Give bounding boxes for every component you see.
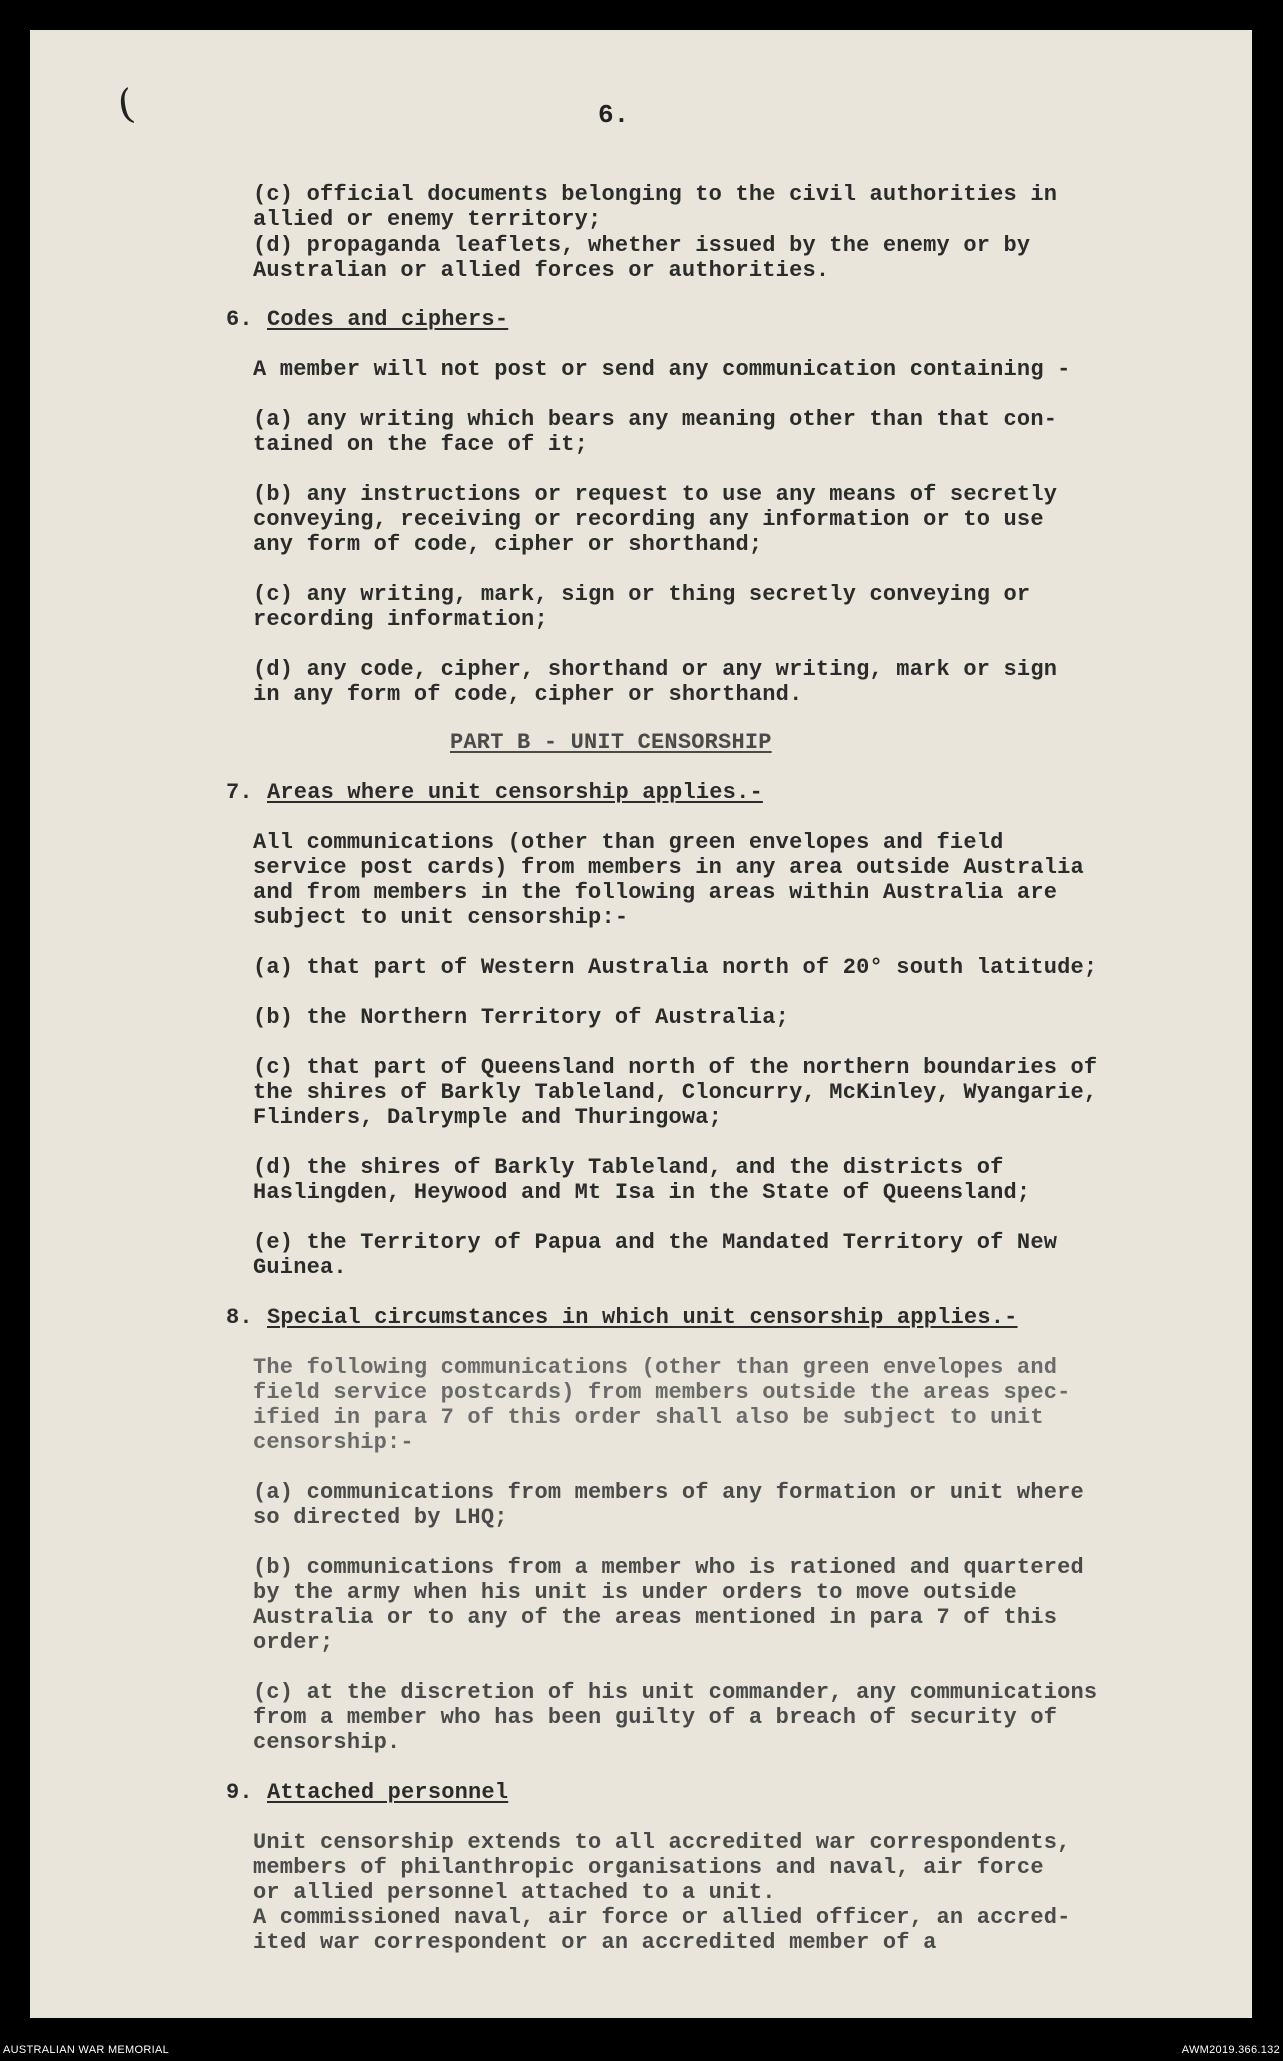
sec6-a-line1: (a) any writing which bears any meaning other than that con- bbox=[253, 407, 1058, 432]
sec8-a-line1: (a) communications from members of any formation or unit where bbox=[253, 1480, 1084, 1505]
sec6-intro: A member will not post or send any communication containing - bbox=[253, 357, 1071, 382]
sec8-b-line4: order; bbox=[253, 1630, 334, 1655]
sec8-b-line3: Australia or to any of the areas mentioned in para 7 of this bbox=[253, 1605, 1058, 1630]
sec7-e-line1: (e) the Territory of Papua and the Mandated Territory of New bbox=[253, 1230, 1058, 1255]
sec8-b-line2: by the army when his unit is under orders to move outside bbox=[253, 1580, 1017, 1605]
sec9-body-line3: or allied personnel attached to a unit. bbox=[253, 1880, 776, 1905]
sec6-a-line2: tained on the face of it; bbox=[253, 432, 589, 457]
part-heading: PART B - UNIT CENSORSHIP bbox=[450, 730, 772, 755]
sec7-heading: Areas where unit censorship applies.- bbox=[267, 780, 763, 805]
sec8-c-line3: censorship. bbox=[253, 1730, 401, 1755]
sec8-intro-line1: The following communications (other than green envelopes and bbox=[253, 1355, 1058, 1380]
margin-mark: ( bbox=[114, 80, 138, 130]
sec7-e-line2: Guinea. bbox=[253, 1255, 347, 1280]
sec9-body-line4: A commissioned naval, air force or allied officer, an accred- bbox=[253, 1905, 1071, 1930]
sec8-heading: Special circumstances in which unit censorship applies.- bbox=[267, 1305, 1018, 1330]
sec8-b-line1: (b) communications from a member who is rationed and quartered bbox=[253, 1555, 1084, 1580]
sec7-a: (a) that part of Western Australia north of 20° south latitude; bbox=[253, 955, 1098, 980]
sec9-body-line5: ited war correspondent or an accredited member of a bbox=[253, 1930, 937, 1955]
carryover-c-line2: allied or enemy territory; bbox=[253, 207, 602, 232]
sec8-a-line2: so directed by LHQ; bbox=[253, 1505, 508, 1530]
sec7-c-line1: (c) that part of Queensland north of the northern boundaries of bbox=[253, 1055, 1098, 1080]
sec6-b-line1: (b) any instructions or request to use any means of secretly bbox=[253, 482, 1058, 507]
sec8-intro-line4: censorship:- bbox=[253, 1430, 414, 1455]
sec9-heading: Attached personnel bbox=[267, 1780, 509, 1805]
sec7-intro-line1: All communications (other than green envelopes and field bbox=[253, 830, 1004, 855]
sec7-intro-line4: subject to unit censorship:- bbox=[253, 905, 629, 930]
carryover-d-line1: (d) propaganda leaflets, whether issued by the enemy or by bbox=[253, 233, 1031, 258]
sec6-c-line1: (c) any writing, mark, sign or thing secretly conveying or bbox=[253, 582, 1031, 607]
sec7-intro-line3: and from members in the following areas within Australia are bbox=[253, 880, 1058, 905]
sec8-c-line1: (c) at the discretion of his unit commander, any communications bbox=[253, 1680, 1098, 1705]
sec9-number: 9. bbox=[226, 1780, 253, 1805]
sec8-intro-line3: ified in para 7 of this order shall also be subject to unit bbox=[253, 1405, 1044, 1430]
sec6-d-line2: in any form of code, cipher or shorthand. bbox=[253, 682, 803, 707]
sec6-c-line2: recording information; bbox=[253, 607, 548, 632]
sec6-d-line1: (d) any code, cipher, shorthand or any writing, mark or sign bbox=[253, 657, 1058, 682]
sec8-intro-line2: field service postcards) from members outside the areas spec- bbox=[253, 1380, 1071, 1405]
carryover-c-line1: (c) official documents belonging to the civil authorities in bbox=[253, 182, 1058, 207]
sec7-number: 7. bbox=[226, 780, 253, 805]
footer-left: AUSTRALIAN WAR MEMORIAL bbox=[3, 2044, 170, 2056]
sec7-d-line1: (d) the shires of Barkly Tableland, and the districts of bbox=[253, 1155, 1004, 1180]
sec7-c-line2: the shires of Barkly Tableland, Cloncurry, McKinley, Wyangarie, bbox=[253, 1080, 1098, 1105]
sec7-d-line2: Haslingden, Heywood and Mt Isa in the State of Queensland; bbox=[253, 1180, 1031, 1205]
sec6-b-line3: any form of code, cipher or shorthand; bbox=[253, 532, 763, 557]
document-page bbox=[30, 30, 1252, 2018]
carryover-d-line2: Australian or allied forces or authorities. bbox=[253, 258, 830, 283]
page-number: 6. bbox=[598, 100, 630, 130]
sec7-intro-line2: service post cards) from members in any area outside Australia bbox=[253, 855, 1084, 880]
sec7-b: (b) the Northern Territory of Australia; bbox=[253, 1005, 790, 1030]
sec9-body-line2: members of philanthropic organisations and naval, air force bbox=[253, 1855, 1044, 1880]
footer-right: AWM2019.366.132 bbox=[1181, 2044, 1280, 2056]
sec7-c-line3: Flinders, Dalrymple and Thuringowa; bbox=[253, 1105, 723, 1130]
sec6-heading: Codes and ciphers- bbox=[267, 307, 509, 332]
sec8-number: 8. bbox=[226, 1305, 253, 1330]
sec6-number: 6. bbox=[226, 307, 253, 332]
sec6-b-line2: conveying, receiving or recording any information or to use bbox=[253, 507, 1044, 532]
sec9-body-line1: Unit censorship extends to all accredited war correspondents, bbox=[253, 1830, 1071, 1855]
sec8-c-line2: from a member who has been guilty of a breach of security of bbox=[253, 1705, 1058, 1730]
